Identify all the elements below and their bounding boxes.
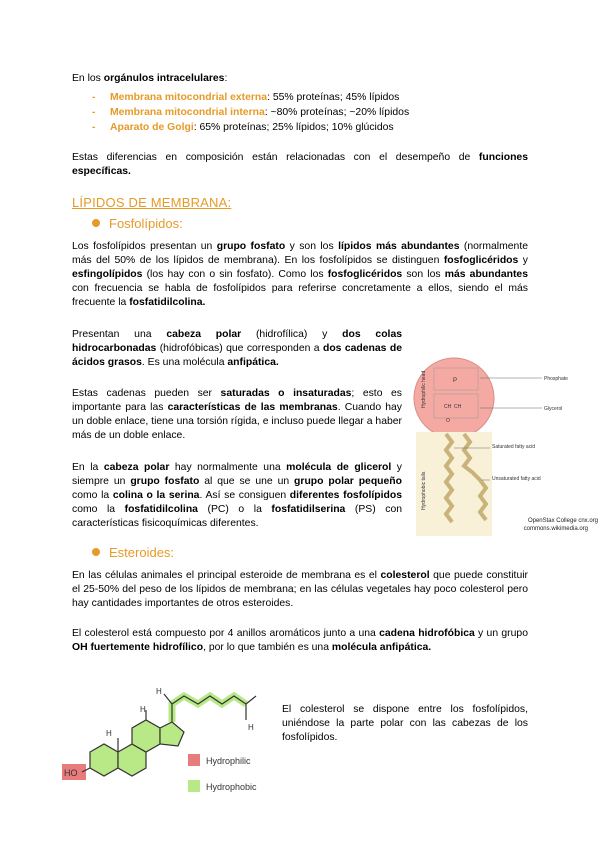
methyl-label: H xyxy=(140,705,146,714)
cholesterol-figure xyxy=(60,680,280,800)
list-item: - Membrana mitocondrial interna: ~80% proteínas; ~20% lípidos xyxy=(92,107,410,118)
glycerol-label: Glycerol xyxy=(544,406,563,412)
phospholipid-figure xyxy=(412,350,600,540)
ch2-atom: CH xyxy=(444,404,452,410)
methyl-label: H xyxy=(156,687,162,696)
ring-a xyxy=(90,744,118,776)
ring-d xyxy=(160,722,184,746)
fosfolipidos-paragraph-1: Los fosfolípidos presentan un grupo fosfato y son los lípidos más abundantes (normalmente más del 50% de los lípidos de membrana). En los fosfolípidos se distinguen fosfoglicéridos y esfingolípidos (los hay con o sin fosfato). Como los fosfoglicéridos son los más abundantes con frecuencia se habla de fosfolípidos para referirse concretamente a ellos, siendo el más frecuente la fosfatidilcolina. xyxy=(72,241,528,308)
fosfolipidos-paragraph-2: Presentan una cabeza polar (hidrofílica) y dos colas hidrocarbonadas (hidrofóbicas) que corresponden a dos cadenas de ácidos grasos. Es una molécula anfipática. xyxy=(72,329,402,368)
fosfolipidos-paragraph-3: Estas cadenas pueden ser saturadas o insaturadas; esto es importante para las características de las membranas. Cuando hay un doble enlace, tiene una torsión rígida, e incluso puede llegar a haber más de un doble enlace. xyxy=(72,388,402,441)
legend-hydrophilic-swatch xyxy=(188,754,200,766)
figure-credit-2: commons.wikimedia.org xyxy=(523,526,588,532)
legend-hydrophobic-label: Hydrophobic xyxy=(206,782,257,792)
phosphorus-atom: P xyxy=(452,378,458,384)
tail-label: Hydrophobic tails xyxy=(421,471,427,510)
bullet-icon xyxy=(92,219,100,227)
esteroides-paragraph-2: El colesterol está compuesto por 4 anillos aromáticos junto a una cadena hidrofóbica y un grupo OH fuertemente hidrofílico, por lo que también es una molécula anfipática. xyxy=(72,628,528,653)
list-item: - Aparato de Golgi: 65% proteínas; 25% lípidos; 10% glúcidos xyxy=(92,122,394,133)
oxygen-atom: O xyxy=(446,418,450,424)
section-title: LÍPIDOS DE MEMBRANA: xyxy=(72,195,232,210)
legend-hydrophilic-label: Hydrophilic xyxy=(206,756,251,766)
differences-paragraph: Estas diferencias en composición están relacionadas con el desempeño de funciones específicas. xyxy=(72,152,528,177)
legend-hydrophobic-swatch xyxy=(188,780,200,792)
organelle-list xyxy=(92,91,409,136)
bullet-icon xyxy=(92,548,100,556)
esteroides-title: Esteroides: xyxy=(92,546,174,560)
hydroxyl-label: HO xyxy=(64,768,78,778)
unsaturated-label: Unsaturated fatty acid xyxy=(492,476,541,482)
esteroides-paragraph-1: En las células animales el principal esteroide de membrana es el colesterol que puede constituir el 25-50% del peso de los lípidos de membrana; en las células vegetales hay poco colesterol pero hay cantidades importantes de otros esteroides. xyxy=(72,570,528,609)
intro-line: En los orgánulos intracelulares: xyxy=(72,73,228,84)
methyl-label: H xyxy=(106,729,112,738)
esteroides-paragraph-3: El colesterol se dispone entre los fosfolípidos, uniéndose la parte polar con las cabezas de los fosfolípidos. xyxy=(282,704,528,743)
head-label: Hydrophilic head xyxy=(421,370,427,408)
side-chain-hydrophobic xyxy=(172,696,246,722)
phospholipid-diagram xyxy=(412,350,600,540)
ch-atom: CH xyxy=(454,404,462,410)
phosphate-label: Phosphate xyxy=(544,376,568,382)
list-item: - Membrana mitocondrial externa: 55% proteínas; 45% lípidos xyxy=(92,92,400,103)
fosfolipidos-paragraph-4: En la cabeza polar hay normalmente una molécula de glicerol y siempre un grupo fosfato al que se une un grupo polar pequeño como la colina o la serina. Así se consiguen diferentes fosfolípidos como la fosfatidilcolina (PC) o la fosfatidilserina (PS) con características fisicoquímicas diferentes. xyxy=(72,462,402,529)
figure-credit-1: OpenStax College cnx.org xyxy=(527,518,598,524)
fosfolipidos-title: Fosfolípidos: xyxy=(92,217,183,231)
saturated-label: Saturated fatty acid xyxy=(492,444,536,450)
cholesterol-diagram xyxy=(60,680,280,800)
methyl-label: H xyxy=(248,723,254,732)
